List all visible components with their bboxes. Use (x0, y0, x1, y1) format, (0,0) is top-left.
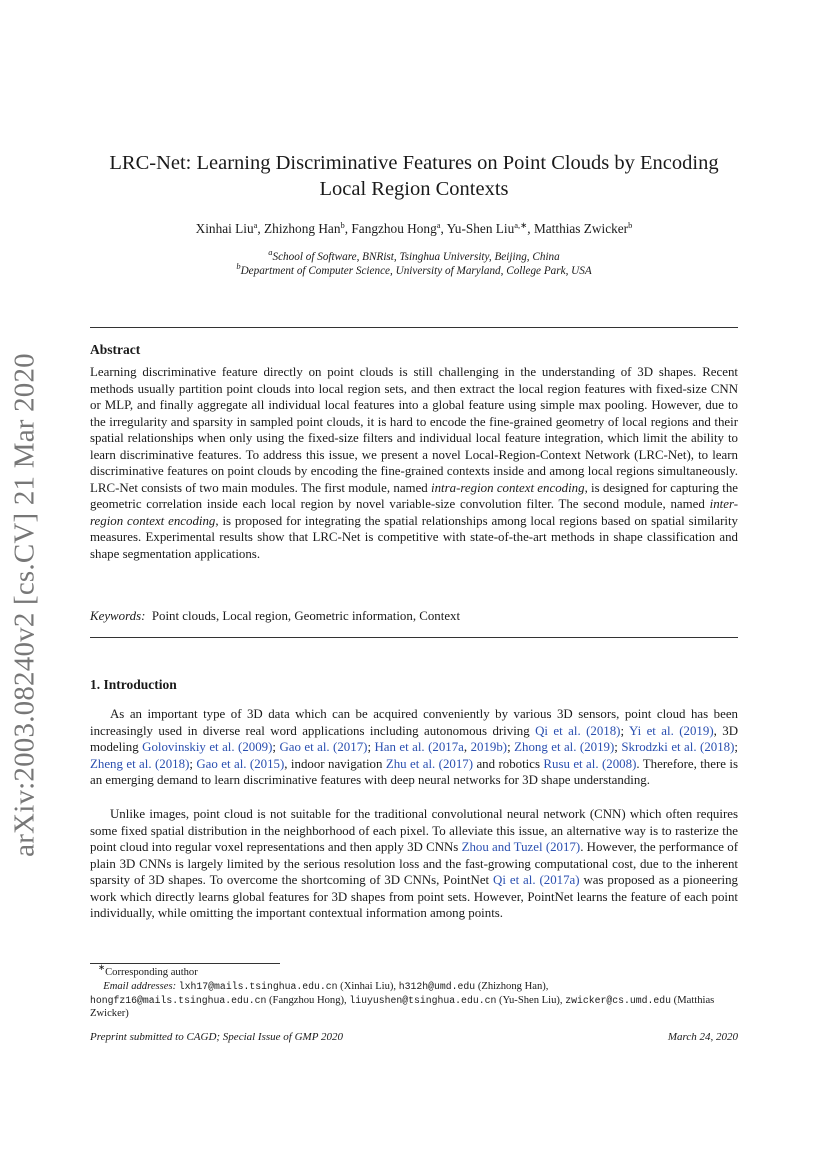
introduction-paragraph-2 (90, 806, 738, 922)
abstract-text-2: , is designed for capturing the geometric correlation inside each local region by novel variable-size convolution filter. The second module, named (90, 480, 738, 512)
body-text: ; (272, 740, 280, 755)
email-label: Email addresses: (103, 981, 177, 992)
citation-link[interactable]: Skrodzki et al. (2018) (621, 740, 735, 755)
abstract-bottom-rule (90, 637, 738, 638)
email-owner: (Yu-Shen Liu), (496, 994, 566, 1006)
corresponding-author-label: Corresponding author (105, 967, 198, 978)
body-text: ; (620, 723, 629, 738)
body-text: Unlike images, point cloud is not suitable for the traditional convolutional neural network (CNN) which often requires some fixed spatial distribution in the neighborhood of each pixel. To alleviate this issue, an alternative way is to rasterize the point cloud into regular voxel representations and then apply 3D CNNs (90, 807, 738, 855)
introduction-paragraph-1 (90, 706, 738, 789)
abstract-emphasis-intra: intra-region context encoding (431, 480, 585, 495)
author-name: Yu-Shen Liu (446, 221, 515, 236)
keywords-text: Point clouds, Local region, Geometric information, Context (151, 609, 461, 623)
body-text: ; (734, 740, 738, 755)
keywords (90, 608, 738, 625)
author-name: Matthias Zwicker (533, 221, 629, 236)
title-line-2: Local Region Contexts (319, 178, 509, 200)
abstract-text-3: , is proposed for integrating the spatial relationships among local regions based on spatial similarity measures. Experimental results show that LRC-Net is competitive with state-of-the-art methods in shape classification and shape segmentation applications. (90, 513, 738, 562)
author-list: Xinhai Liu$^a$, Zhizhong Han$^b$, Fangzhou Hong$^a$, Yu-Shen Liu$^{a,∗}$, Matthias Zwicker$^b$ (195, 220, 633, 236)
affiliation-a (60, 247, 768, 263)
citation-link[interactable]: 2019b) (470, 740, 508, 755)
arxiv-identifier: arXiv:2003.08240v2 [cs.CV] 21 Mar 2020 (8, 353, 41, 857)
author-affiliation-mark: b (340, 220, 345, 230)
email-address[interactable]: liuyushen@tsinghua.edu.cn (349, 994, 497, 1006)
email-owner: (Zhizhong Han), (475, 981, 549, 992)
body-text: , (463, 740, 471, 755)
email-address[interactable]: h312h@umd.edu (398, 981, 476, 992)
email-owner: (Matthias Zwicker) (90, 994, 715, 1019)
introduction-heading: 1. Introduction (90, 677, 177, 692)
footnote-rule (90, 963, 280, 964)
body-text: was proposed as a pioneering work which directly learns global features for 3D shapes from point sets. However, PointNet learns the feature of each point individually, while omitting the important contextual information among points. (90, 873, 738, 921)
author-affiliation-mark: a (253, 220, 258, 230)
author-affiliation-mark: b (628, 220, 633, 230)
citation-link[interactable]: Golovinskiy et al. (2009) (142, 740, 273, 755)
affiliation-mark: b (236, 261, 241, 271)
author-affiliation-mark: a (436, 220, 441, 230)
body-text: As an important type of 3D data which can be acquired conveniently by various 3D sensors, point cloud has been increasingly used in diverse real word applications including autonomous driving (90, 707, 738, 738)
body-text: ; (367, 740, 375, 755)
abstract-body (90, 364, 738, 563)
author-affiliation-mark: a,∗ (514, 220, 528, 230)
footnote-mark: ∗ (97, 962, 106, 972)
paper-title (60, 150, 768, 202)
citation-link[interactable]: Qi et al. (2017a) (493, 873, 580, 888)
citation-link[interactable]: Han et al. (2017a (374, 740, 464, 755)
footnote-corresponding (90, 962, 738, 980)
body-text: , indoor navigation (284, 756, 386, 771)
citation-link[interactable]: Qi et al. (2018) (535, 723, 621, 738)
author-name: Zhizhong Han (264, 221, 341, 236)
body-text: . However, the performance of plain 3D CNNs is largely limited by the serious resolution loss and the fast-growing computational cost, due to the inherent sparsity of 3D shapes. To overcome the shortcoming of 3D CNNs, PointNet (90, 840, 738, 888)
footer-date: March 24, 2020 (667, 1031, 738, 1043)
footnote-emails (90, 980, 738, 1021)
body-text: , 3D modeling (90, 723, 739, 755)
email-owner: (Xinhai Liu), (337, 981, 399, 992)
keywords-label: Keywords: (90, 609, 146, 623)
body-text: ; (614, 740, 622, 755)
body-text: ; (189, 756, 197, 771)
affiliation-text: School of Software, BNRist, Tsinghua University, Beijing, China (272, 251, 560, 263)
email-owner: (Fangzhou Hong), (266, 994, 350, 1006)
affiliation-mark: a (268, 247, 273, 257)
citation-link[interactable]: Zhou and Tuzel (2017) (461, 840, 581, 855)
affiliation-b (60, 261, 768, 277)
email-address[interactable]: lxh17@mails.tsinghua.edu.cn (178, 981, 338, 992)
author-name: Xinhai Liu (195, 221, 254, 236)
citation-link[interactable]: Zhu et al. (2017) (385, 756, 474, 771)
body-text: ; (507, 740, 515, 755)
email-address[interactable]: zwicker@cs.umd.edu (565, 994, 672, 1006)
abstract-text-1: Learning discriminative feature directly on point clouds is still challenging in the understanding of 3D shapes. Recent methods usually partition point clouds into local region sets, and then extract the local region features with fixed-size CNN or MLP, and finally aggregate all individual local features into a global feature using simple max pooling. However, due to the irregularity and sparsity in sampled point clouds, it is hard to encode the fine-grained geometry of local regions and their spatial relationships when only using the fixed-size filters and individual local feature integration, which limit the ability to learn discriminative features. To address this issue, we present a novel Local-Region-Context Network (LRC-Net), to learn discriminative features on point clouds by encoding the fine-grained contexts inside and among local regions simultaneously. LRC-Net consists of two main modules. The first module, named (90, 365, 738, 495)
abstract-heading: Abstract (90, 342, 141, 357)
title-line-1: LRC-Net: Learning Discriminative Features on Point Clouds by Encoding (109, 152, 719, 174)
author-name: Fangzhou Hong (351, 221, 437, 236)
citation-link[interactable]: Zhong et al. (2019) (514, 740, 615, 755)
citation-link[interactable]: Gao et al. (2017) (279, 740, 368, 755)
citation-link[interactable]: Yi et al. (2019) (628, 723, 714, 738)
body-text: . Therefore, there is an emerging demand to learn discriminative features with deep neural networks for 3D shape understanding. (90, 756, 738, 788)
citation-link[interactable]: Rusu et al. (2008) (543, 756, 637, 771)
body-text: and robotics (473, 756, 544, 771)
citation-link[interactable]: Zheng et al. (2018) (90, 756, 190, 771)
abstract-top-rule (90, 327, 738, 328)
email-address[interactable]: hongfz16@mails.tsinghua.edu.cn (90, 994, 267, 1006)
citation-link[interactable]: Gao et al. (2015) (196, 756, 285, 771)
preprint-note: Preprint submitted to CAGD; Special Issue of GMP 2020 (90, 1031, 343, 1043)
abstract-emphasis-inter: inter-region context encoding (90, 497, 738, 528)
affiliation-text: Department of Computer Science, University of Maryland, College Park, USA (240, 265, 592, 277)
arxiv-sidebar (2, 353, 48, 857)
